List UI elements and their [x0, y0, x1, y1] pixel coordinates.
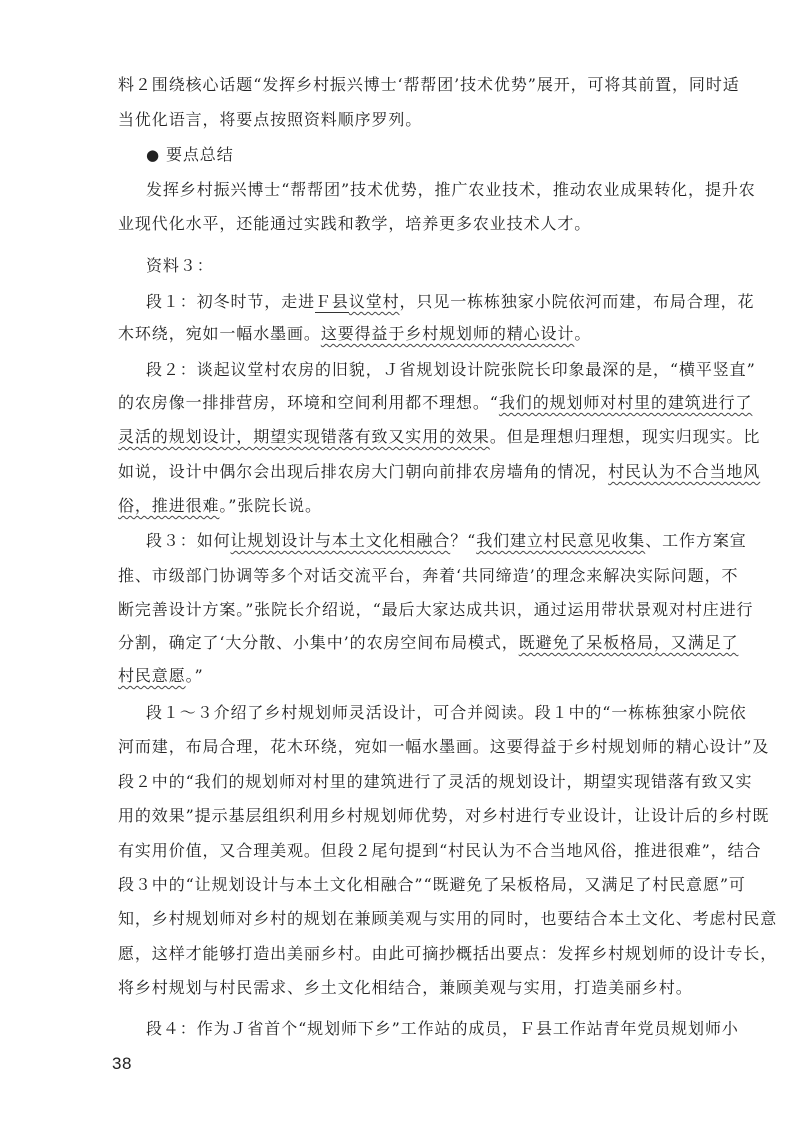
text-line: 段４：作为Ｊ省首个“规划师下乡”工作站的成员，Ｆ县工作站青年党员规划师小: [146, 1019, 739, 1038]
text-run: 段３：如何: [146, 531, 231, 550]
wavy-underlined-text: 俗，推进很难: [118, 496, 220, 515]
text-line: [118, 495, 322, 517]
text-run: 、工作方案宣: [645, 531, 747, 550]
text-line: [118, 426, 760, 448]
wavy-underlined-text: 村民认为不合当地风: [608, 462, 761, 481]
text-run: 。但是理想归理想，现实归现实。比: [489, 427, 761, 446]
wavy-underlined-text: 村民意愿: [118, 666, 186, 685]
text-line: 段１～３介绍了乡村规划师灵活设计，可合并阅读。段１中的“一栋栋独家小院依: [146, 703, 747, 722]
text-run: 分割，确定了‘大分散、小集中’的农房空间布局模式，: [118, 633, 519, 652]
text-line: 将乡村规划与村民需求、乡土文化相结合，兼顾美观与实用，打造美丽乡村。: [118, 978, 693, 997]
text-line: 断完善设计方案。”张院长介绍说，“最后大家达成共识，通过运用带状景观对村庄进行: [118, 600, 754, 619]
text-run: 段１：初冬时节，走进: [146, 292, 316, 311]
text-line: 用的效果”提示基层组织利用乡村规划师优势，对乡村进行专业设计，让设计后的乡村既: [118, 806, 770, 825]
text-run: 。”: [185, 666, 204, 685]
wavy-underlined-text: 让规划设计与本土文化相融合: [230, 531, 451, 550]
text-run: ？“: [450, 531, 477, 550]
wavy-underlined-text: 这要得益于乡村规划师的精心设计: [320, 324, 575, 343]
text-line: 段２中的“我们的规划师对村里的建筑进行了灵活的规划设计，期望实现错落有致又实: [118, 772, 753, 791]
text-line: 发挥乡村振兴博士“帮帮团”技术优势，推广农业技术，推动农业成果转化，提升农: [146, 180, 756, 199]
text-line: [118, 665, 204, 687]
text-line: [118, 461, 760, 483]
text-line: 段３中的“让规划设计与本土文化相融合”“既避免了呆板格局，又满足了村民意愿”可: [118, 875, 746, 894]
material-label: 资料３：: [146, 256, 214, 275]
text-line: 业现代化水平，还能通过实践和教学，培养更多农业技术人才。: [118, 214, 592, 233]
text-line: 河而建，布局合理，花木环绕，宛如一幅水墨画。这要得益于乡村规划师的精心设计”及: [118, 737, 770, 756]
page-number: 38: [112, 1054, 132, 1073]
text-line: 段２：谈起议堂村农房的旧貌，Ｊ省规划设计院张院长印象最深的是，“横平竖直”: [146, 360, 756, 379]
wavy-underlined-text: 我们的规划师对村里的建筑进行了: [498, 393, 753, 412]
text-run: ，只见一栋栋独家小院依河而建，布局合理，花: [399, 292, 755, 311]
text-line: 有实用价值，又合理美观。但段２尾句提到“村民认为不合当地风俗，推进很难”，结合: [118, 841, 762, 860]
bullet-icon: ●: [146, 146, 160, 164]
underlined-text: Ｆ县: [315, 292, 349, 311]
text-line: [146, 291, 754, 313]
heading-text: 要点总结: [166, 145, 234, 164]
text-line: 知，乡村规划师对乡村的规划在兼顾美观与实用的同时，也要结合本土文化、考虑村民意: [118, 909, 778, 928]
text-line: [118, 392, 752, 414]
text-line: 愿，这样才能够打造出美丽乡村。由此可摘抄概括出要点：发挥乡村规划师的设计专长，: [118, 944, 778, 963]
wavy-underlined-text: 灵活的规划设计，期望实现错落有致又实用的效果: [118, 427, 490, 446]
text-run: 木环绕，宛如一幅水墨画。: [118, 324, 321, 343]
section-heading: [146, 144, 234, 166]
wavy-underlined-text: 我们建立村民意见收集: [476, 531, 646, 550]
text-line: 料２围绕核心话题“发挥乡村振兴博士‘帮帮团’技术优势”展开，可将其前置，同时适: [118, 75, 740, 94]
text-line: 推、市级部门协调等多个对话交流平台，奔着‘共同缔造’的理念来解决实际问题，不: [118, 566, 739, 585]
text-line: [146, 530, 747, 552]
text-run: 。: [574, 324, 592, 343]
text-line: [118, 323, 591, 345]
wavy-underlined-text: 议堂村: [348, 292, 400, 311]
text-line: 当优化语言，将要点按照资料顺序罗列。: [118, 110, 423, 129]
text-run: 如说，设计中偶尔会出现后排农房大门朝向前排农房墙角的情况，: [118, 462, 609, 481]
text-run: 。”张院长说。: [219, 496, 322, 515]
wavy-underlined-text: 既避免了呆板格局，又满足了: [518, 633, 739, 652]
text-line: [118, 632, 738, 654]
text-run: 的农房像一排排营房，环境和空间利用都不理想。“: [118, 393, 499, 412]
